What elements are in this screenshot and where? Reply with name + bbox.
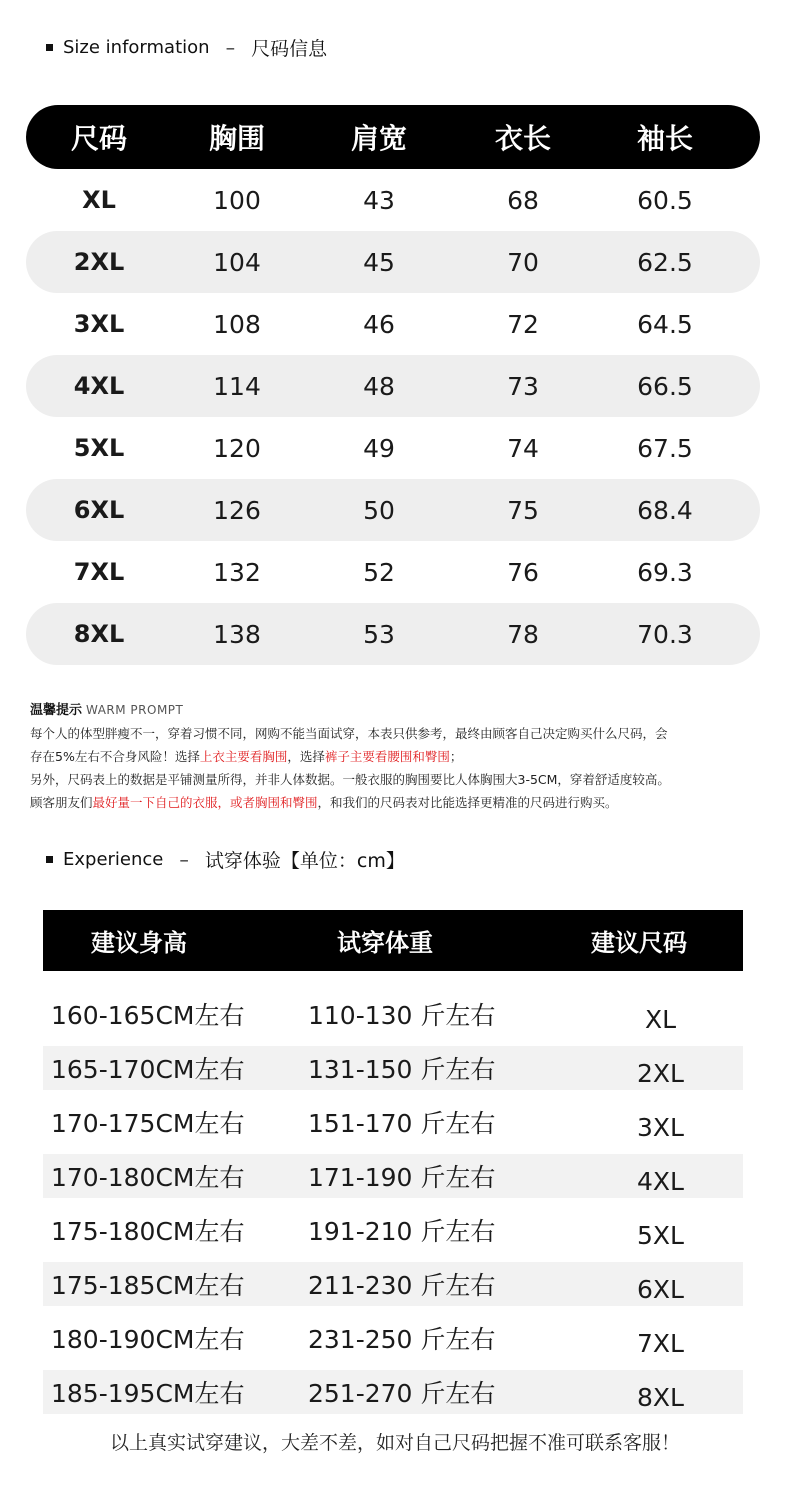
suggested-size-cell: 4XL <box>637 1166 684 1196</box>
suggested-size-cell: 8XL <box>637 1382 684 1412</box>
size-table-row <box>26 417 760 479</box>
exp-table-row <box>43 992 743 1036</box>
weight-cell: 131-150 斤左右 <box>308 1055 496 1084</box>
header-suggested-size: 建议尺码 <box>591 929 687 957</box>
height-cell: 160-165CM左右 <box>51 1001 245 1030</box>
prompt-line-1: 每个人的体型胖瘦不一，穿着习惯不同，网购不能当面试穿，本表只供参考，最终由顾客自己决定购买什么尺码，会 <box>30 726 668 741</box>
chest-cell: 104 <box>213 247 261 277</box>
prompt-text: ，选择 <box>287 749 325 764</box>
prompt-text: ，和我们的尺码表对比能选择更精准的尺码进行购买。 <box>317 795 618 810</box>
exp-table-row <box>43 1154 743 1198</box>
exp-title-en: Experience <box>63 849 164 870</box>
height-cell: 180-190CM左右 <box>51 1325 245 1354</box>
header-length: 衣长 <box>494 122 551 155</box>
size-table <box>26 105 760 665</box>
weight-cell: 251-270 斤左右 <box>308 1379 496 1408</box>
sleeve-cell: 66.5 <box>637 371 693 401</box>
prompt-highlight: 裤子主要看腰围和臀围 <box>324 749 450 764</box>
length-cell: 75 <box>507 495 539 525</box>
size-cell: XL <box>82 186 116 214</box>
size-table-row <box>26 541 760 603</box>
header-size: 尺码 <box>70 122 127 155</box>
sleeve-cell: 62.5 <box>637 247 693 277</box>
exp-title-sep: – <box>179 848 189 871</box>
height-cell: 165-170CM左右 <box>51 1055 245 1084</box>
chest-cell: 100 <box>213 185 261 215</box>
exp-table-row <box>43 1316 743 1360</box>
suggested-size-cell: 6XL <box>637 1274 684 1304</box>
header-height: 建议身高 <box>91 929 187 957</box>
weight-cell: 191-210 斤左右 <box>308 1217 496 1246</box>
length-cell: 76 <box>507 557 539 587</box>
size-cell: 8XL <box>73 620 125 648</box>
experience-table <box>43 910 743 1412</box>
size-table-row <box>26 603 760 665</box>
chest-cell: 114 <box>213 371 261 401</box>
length-cell: 70 <box>507 247 539 277</box>
bullet-icon <box>46 856 53 863</box>
weight-cell: 151-170 斤左右 <box>308 1109 496 1138</box>
exp-table-row <box>43 1100 743 1144</box>
shoulder-cell: 48 <box>363 371 395 401</box>
size-title-zh: 尺码信息 <box>251 38 328 60</box>
exp-section-title <box>46 846 405 873</box>
chest-cell: 126 <box>213 495 261 525</box>
header-weight: 试穿体重 <box>337 929 433 957</box>
sleeve-cell: 60.5 <box>637 185 693 215</box>
height-cell: 175-185CM左右 <box>51 1271 245 1300</box>
shoulder-cell: 53 <box>363 619 395 649</box>
shoulder-cell: 46 <box>363 309 395 339</box>
exp-table-header <box>43 910 743 971</box>
height-cell: 185-195CM左右 <box>51 1379 245 1408</box>
exp-table-row <box>43 1208 743 1252</box>
chest-cell: 120 <box>213 433 261 463</box>
chest-cell: 138 <box>213 619 261 649</box>
shoulder-cell: 45 <box>363 247 395 277</box>
sleeve-cell: 70.3 <box>637 619 693 649</box>
sleeve-cell: 69.3 <box>637 557 693 587</box>
prompt-text: ； <box>449 749 463 764</box>
size-cell: 3XL <box>73 310 125 338</box>
size-cell: 6XL <box>73 496 125 524</box>
chest-cell: 132 <box>213 557 261 587</box>
shoulder-cell: 52 <box>363 557 395 587</box>
height-cell: 170-175CM左右 <box>51 1109 245 1138</box>
size-section-title <box>46 34 327 61</box>
sleeve-cell: 64.5 <box>637 309 693 339</box>
warm-prompt <box>30 698 760 814</box>
height-cell: 170-180CM左右 <box>51 1163 245 1192</box>
shoulder-cell: 49 <box>363 433 395 463</box>
size-title-sep: – <box>225 36 236 59</box>
size-table-header <box>26 105 760 169</box>
prompt-line-2 <box>30 745 760 768</box>
shoulder-cell: 43 <box>363 185 395 215</box>
height-cell: 175-180CM左右 <box>51 1217 245 1246</box>
length-cell: 72 <box>507 309 539 339</box>
suggested-size-cell: XL <box>644 1004 677 1034</box>
size-table-row <box>26 355 760 417</box>
suggested-size-cell: 7XL <box>637 1328 684 1358</box>
weight-cell: 110-130 斤左右 <box>308 1001 496 1030</box>
sleeve-cell: 68.4 <box>637 495 693 525</box>
length-cell: 73 <box>507 371 539 401</box>
prompt-title: 温馨提示 <box>30 703 83 718</box>
chest-cell: 108 <box>213 309 261 339</box>
size-table-row <box>26 479 760 541</box>
weight-cell: 171-190 斤左右 <box>308 1163 496 1192</box>
exp-table-row <box>43 1262 743 1306</box>
size-cell: 7XL <box>73 558 125 586</box>
length-cell: 68 <box>507 185 539 215</box>
prompt-highlight: 最好量一下自己的衣服，或者胸围和臀围 <box>92 795 318 810</box>
header-shoulder: 肩宽 <box>350 122 407 155</box>
sleeve-cell: 67.5 <box>637 433 693 463</box>
suggested-size-cell: 2XL <box>637 1058 684 1088</box>
size-cell: 4XL <box>73 372 125 400</box>
prompt-line-4 <box>30 791 760 814</box>
suggested-size-cell: 5XL <box>637 1220 684 1250</box>
shoulder-cell: 50 <box>363 495 395 525</box>
size-cell: 2XL <box>73 248 125 276</box>
prompt-text: 顾客朋友们 <box>30 795 93 810</box>
exp-table-row <box>43 1046 743 1090</box>
weight-cell: 211-230 斤左右 <box>308 1271 496 1300</box>
header-chest: 胸围 <box>208 122 265 155</box>
prompt-line-3: 另外，尺码表上的数据是平铺测量所得，并非人体数据。一般衣服的胸围要比人体胸围大3-5CM，穿着舒适度较高。 <box>30 772 670 787</box>
length-cell: 74 <box>507 433 539 463</box>
prompt-highlight: 上衣主要看胸围 <box>199 749 288 764</box>
exp-title-zh: 试穿体验【单位：cm】 <box>204 850 405 872</box>
size-title-en: Size information <box>63 37 210 58</box>
size-table-row <box>26 169 760 231</box>
prompt-title-en: WARM PROMPT <box>86 703 184 717</box>
size-table-row <box>26 293 760 355</box>
size-cell: 5XL <box>73 434 125 462</box>
exp-table-row <box>43 1370 743 1414</box>
length-cell: 78 <box>507 619 539 649</box>
weight-cell: 231-250 斤左右 <box>308 1325 496 1354</box>
footer-note: 以上真实试穿建议，大差不差，如对自己尺码把握不准可联系客服！ <box>109 1432 680 1454</box>
prompt-text: 存在5%左右不合身风险！选择 <box>30 749 200 764</box>
header-sleeve: 袖长 <box>636 122 693 155</box>
suggested-size-cell: 3XL <box>637 1112 684 1142</box>
size-table-row <box>26 231 760 293</box>
bullet-icon <box>46 44 53 51</box>
